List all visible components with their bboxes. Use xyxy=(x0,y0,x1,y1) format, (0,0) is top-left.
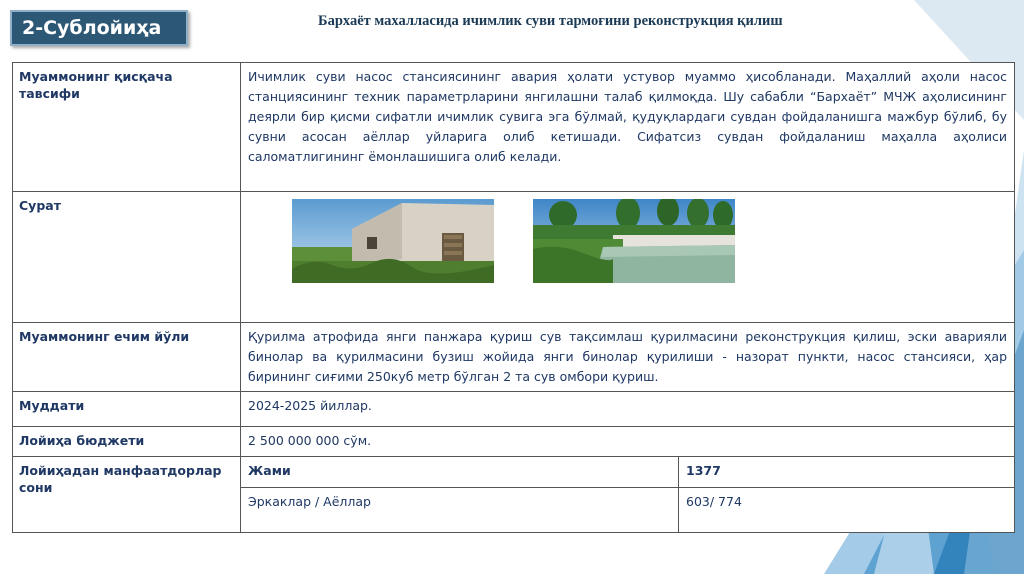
solution-text: Қурилма атрофида янги панжара қуриш сув тақсимлаш қурилмасини реконструкция қилиш, эски аварияли бинолар ва қурилмасини бузиш жойида янги бинолар қурилиши - назорат пункти, насос стансияси, ҳар бирининг сиғими 250куб метр бўлган 2 та сув омбори қуриш. xyxy=(241,323,1015,392)
row-budget xyxy=(13,427,1015,457)
duration-value: 2024-2025 йиллар. xyxy=(241,392,1015,427)
photo-water-pond xyxy=(533,199,735,283)
solution-label: Муаммонинг ечим йўли xyxy=(13,323,241,392)
problem-label: Муаммонинг қисқача тавсифи xyxy=(13,63,241,192)
budget-label: Лойиҳа бюджети xyxy=(13,427,241,457)
project-table xyxy=(12,62,1015,533)
beneficiaries-label: Лойиҳадан манфаатдорлар сони xyxy=(13,457,241,533)
row-problem xyxy=(13,63,1015,192)
duration-label: Муддати xyxy=(13,392,241,427)
row-duration xyxy=(13,392,1015,427)
row-solution xyxy=(13,323,1015,392)
total-value: 1377 xyxy=(679,457,1015,488)
photo-cell xyxy=(241,192,1015,323)
photo-label: Сурат xyxy=(13,192,241,323)
row-photos xyxy=(13,192,1015,323)
gender-value: 603/ 774 xyxy=(679,488,1015,533)
total-label: Жами xyxy=(241,457,679,488)
section-badge: 2-Сублойиҳа xyxy=(10,10,188,46)
problem-text: Ичимлик суви насос стансиясининг авария ҳолати устувор муаммо ҳисобланади. Маҳаллий аҳоли насос станциясининг техник параметрларини янгилашни талаб қилмоқда. Шу сабабли “Бархаёт” МЧЖ аҳолисининг деярли бир қисми сифатли ичимлик сувига эга бўлмай, қудуқлардаги сувдан фойдаланишга мажбур бўлиб, бу сувни асосан аёллар уйларига олиб кетишади. Сифатсиз сувдан фойдаланиш маҳалла аҳолиси саломатлигининг ёмонлашишига олиб келади. xyxy=(241,63,1015,192)
row-beneficiaries-total xyxy=(13,457,1015,488)
photo-old-building xyxy=(292,199,494,283)
slide-title: Бархаёт махалласида ичимлик суви тармоғини реконструкция қилиш xyxy=(318,13,783,29)
budget-value: 2 500 000 000 сўм. xyxy=(241,427,1015,457)
gender-label: Эркаклар / Аёллар xyxy=(241,488,679,533)
